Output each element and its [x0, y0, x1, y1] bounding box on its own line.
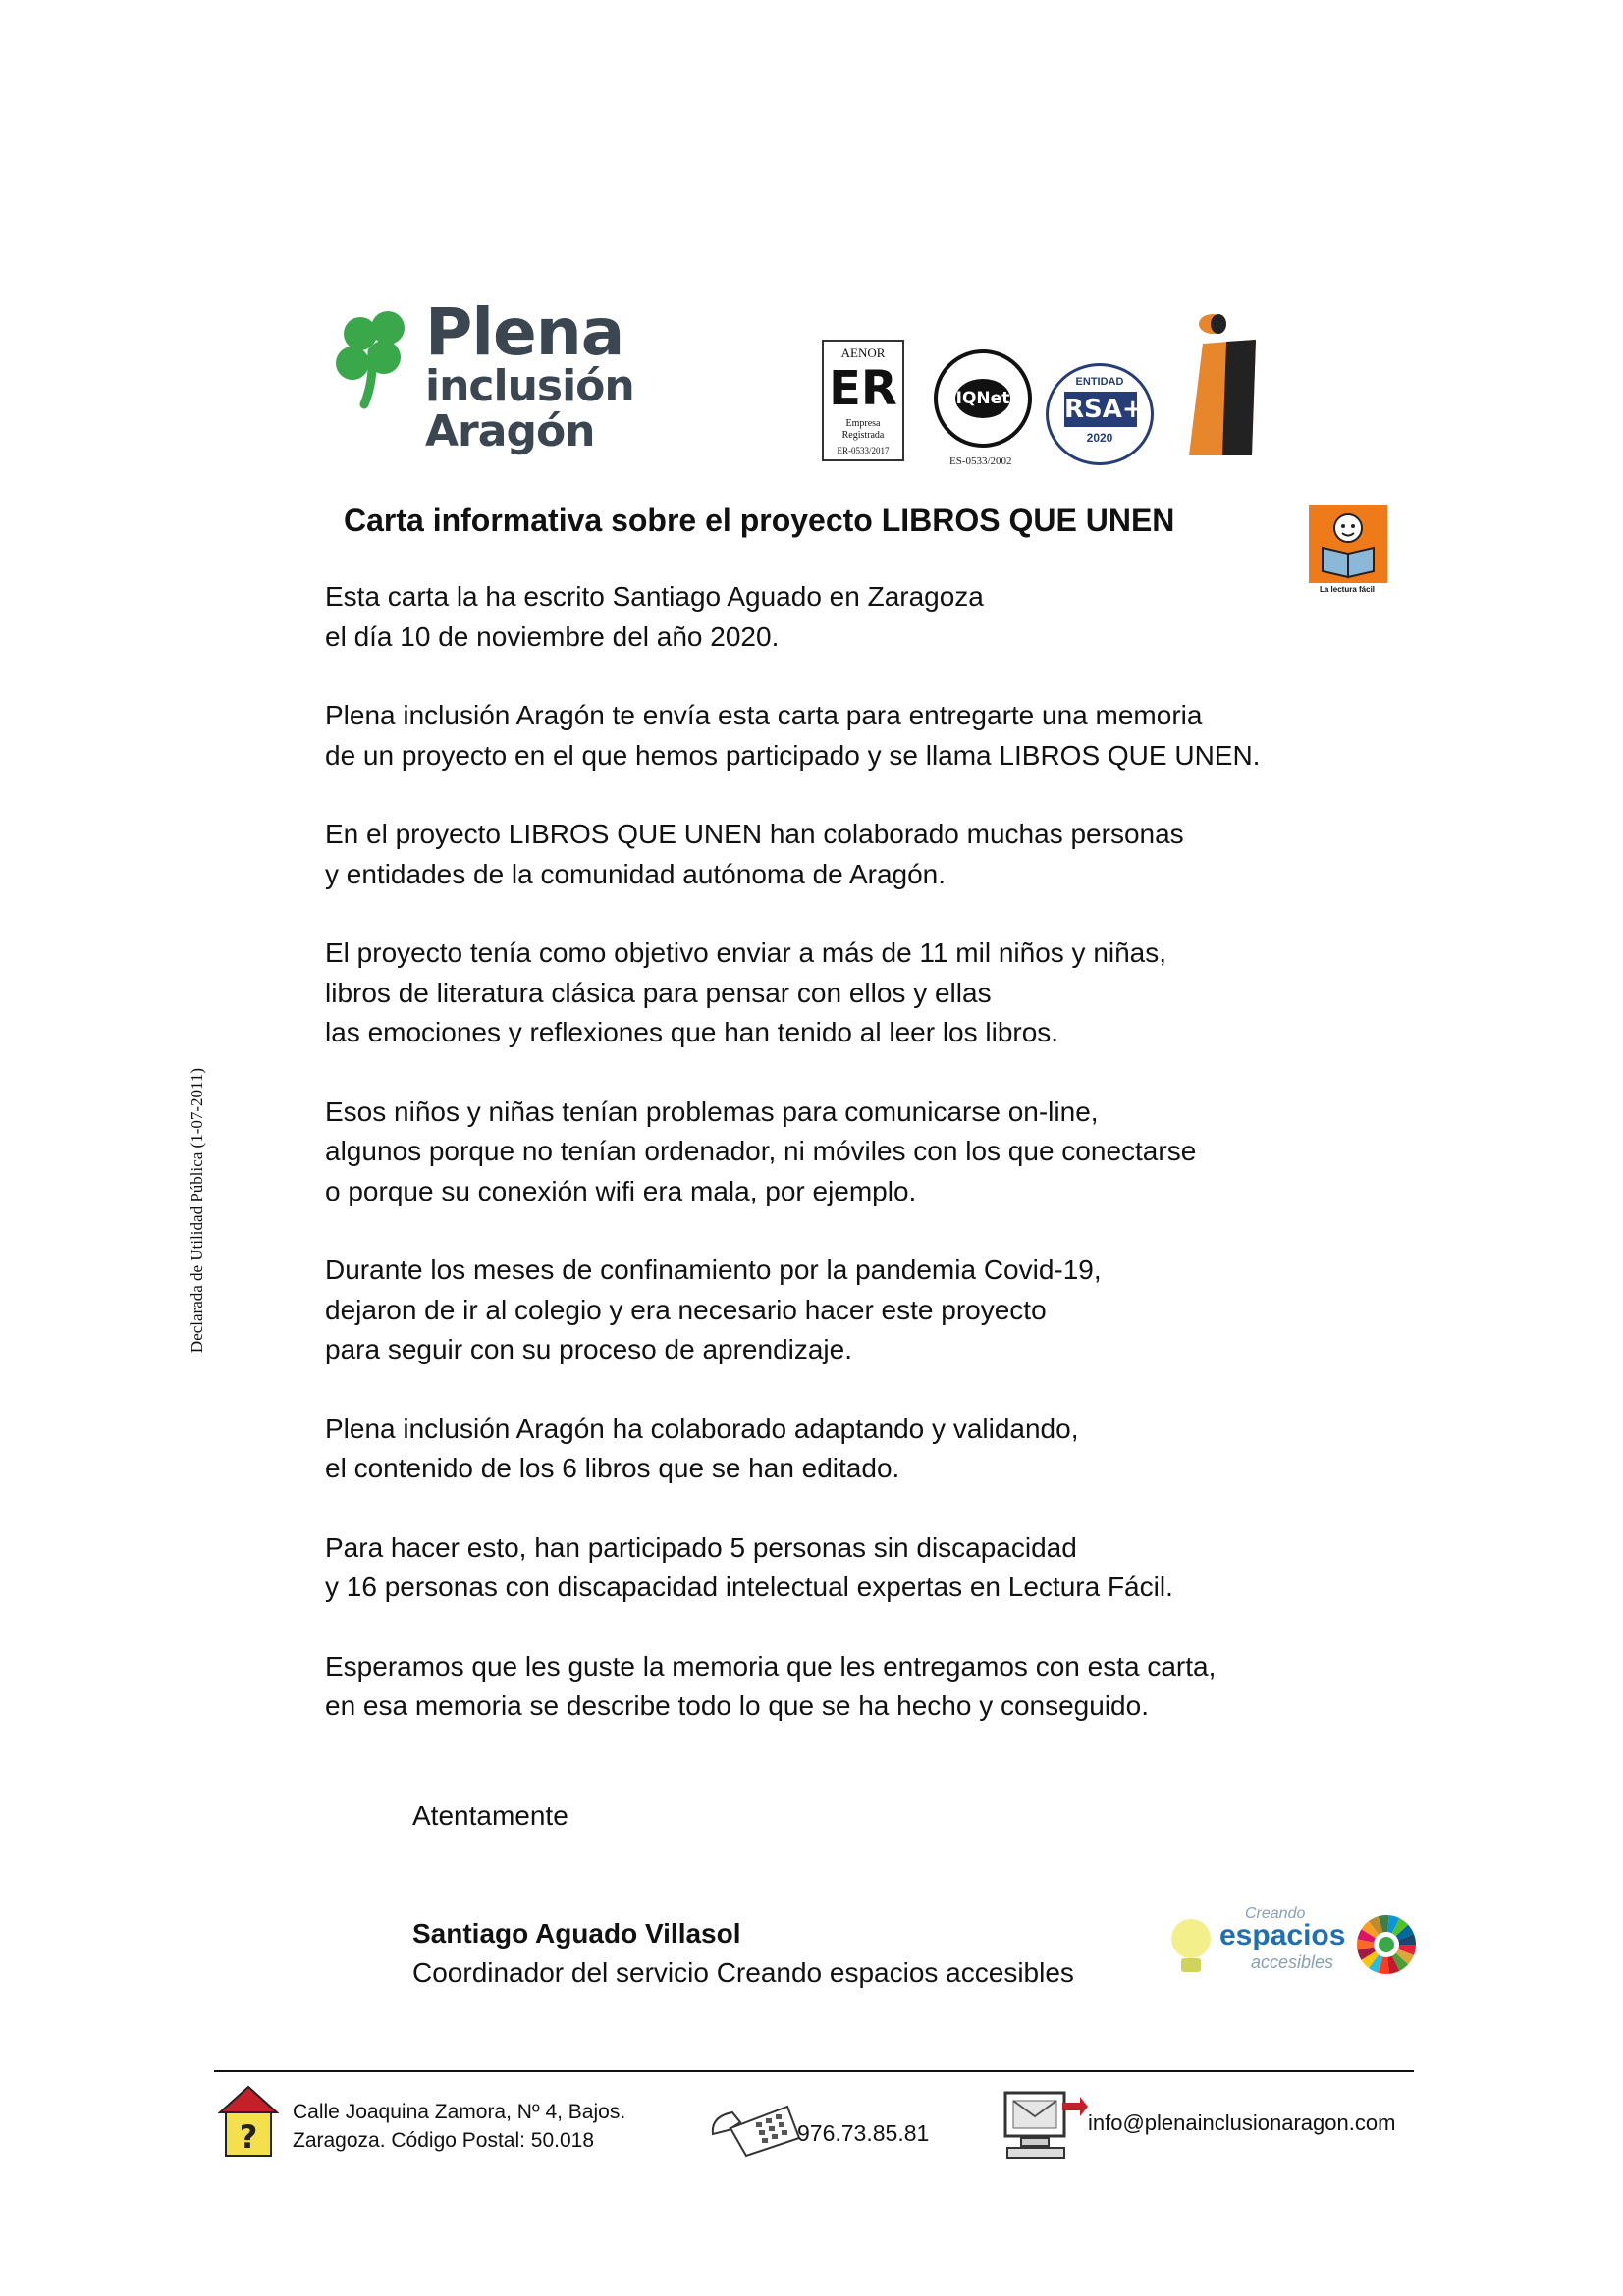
letter-paragraph: [325, 696, 1434, 775]
iqnet-seal: IQNet: [934, 349, 1032, 448]
iqnet-code: ES-0533/2002: [949, 455, 1012, 467]
letter-line: Esta carta la ha escrito Santiago Aguado en Zaragoza: [325, 581, 984, 612]
logo-word-inclusion: inclusión: [425, 361, 634, 411]
reading-person-icon: [1309, 505, 1387, 583]
letter-paragraph: [325, 815, 1434, 894]
letter-line: El proyecto tenía como objetivo enviar a más de 11 mil niños y niñas,: [325, 937, 1167, 968]
rsa-seal: ENTIDAD RSA+ 2020: [1046, 363, 1154, 465]
logo-word-plena: Plena: [425, 294, 624, 370]
clover-icon: [327, 302, 425, 410]
partner-line3: accesibles: [1251, 1952, 1334, 1972]
telephone-icon: [707, 2095, 805, 2158]
plena-inclusion-logo: [327, 294, 634, 469]
letter-line: o porque su conexión wifi era mala, por ejemplo.: [325, 1175, 917, 1206]
letter-paragraph: [325, 1410, 1434, 1489]
letter-title: Carta informativa sobre el proyecto LIBROS QUE UNEN: [344, 503, 1175, 538]
lightbulb-icon: [1166, 1915, 1216, 1978]
letter-body: [325, 577, 1434, 1766]
letter-paragraph: [325, 1093, 1434, 1212]
rsa-top-label: ENTIDAD: [1075, 376, 1124, 388]
svg-text:?: ?: [239, 2118, 258, 2156]
letter-line: dejaron de ir al colegio y era necesario hacer este proyecto: [325, 1294, 1047, 1325]
aenor-code: ER-0533/2017: [837, 446, 890, 455]
signer-name: Santiago Aguado Villasol: [412, 1918, 741, 1949]
footer-divider: [214, 2070, 1414, 2072]
er-mark: ER: [829, 361, 897, 416]
closing-salutation: Atentamente: [412, 1800, 568, 1831]
letter-line: y 16 personas con discapacidad intelectual expertas en Lectura Fácil.: [325, 1572, 1173, 1602]
letter-line: en esa memoria se describe todo lo que se ha hecho y conseguido.: [325, 1690, 1149, 1721]
logo-word-aragon: Aragón: [425, 406, 595, 456]
computer-email-icon: [1001, 2089, 1088, 2162]
letter-paragraph: [325, 1251, 1434, 1370]
easy-read-caption: La lectura fácil: [1319, 585, 1376, 594]
letter-line: Para hacer esto, han participado 5 personas sin discapacidad: [325, 1531, 1077, 1563]
letter-line: Plena inclusión Aragón te envía esta carta para entregarte una memoria: [325, 700, 1203, 730]
address-line1: Calle Joaquina Zamora, Nº 4, Bajos.: [293, 2101, 626, 2123]
letter-line: En el proyecto LIBROS QUE UNEN han colaborado muchas personas: [325, 819, 1184, 849]
aenor-line1: Empresa: [845, 418, 881, 429]
letter-paragraph: [325, 1528, 1434, 1608]
aenor-line2: Registrada: [841, 430, 885, 441]
address-line2: Zaragoza. Código Postal: 50.018: [293, 2129, 595, 2152]
easy-read-logo: [1309, 505, 1387, 583]
letter-line: de un proyecto en el que hemos participado y se llama LIBROS QUE UNEN.: [325, 739, 1261, 771]
aenor-certificate: [822, 340, 904, 461]
public-utility-text: Declarada de Utilidad Pública (1-07-2011): [188, 1067, 206, 1353]
sdg-wheel-icon: [1355, 1913, 1418, 1976]
letter-paragraph: [325, 1647, 1434, 1727]
partner-line1: Creando: [1245, 1905, 1306, 1922]
signer-role: Coordinador del servicio Creando espacios accesibles: [412, 1957, 1074, 1988]
letter-paragraph: [325, 577, 1434, 657]
letter-line: Plena inclusión Aragón ha colaborado adaptando y validando,: [325, 1413, 1079, 1444]
creando-espacios-logo: [1166, 1899, 1422, 1998]
letter-paragraph: [325, 934, 1434, 1053]
rsa-year: 2020: [1086, 431, 1113, 445]
letter-line: para seguir con su proceso de aprendizaje.: [325, 1334, 853, 1364]
footer-email: info@plenainclusionaragon.com: [1088, 2110, 1396, 2135]
letter-line: Esos niños y niñas tenían problemas para comunicarse on-line,: [325, 1095, 1099, 1127]
footer-address: [293, 2098, 625, 2155]
partner-line2: espacios: [1219, 1919, 1346, 1951]
letter-line: las emociones y reflexiones que han tenido al leer los libros.: [325, 1017, 1059, 1047]
house-icon: [218, 2085, 279, 2160]
letter-line: y entidades de la comunidad autónoma de Aragón.: [325, 858, 947, 889]
letter-line: Esperamos que les guste la memoria que les entregamos con esta carta,: [325, 1650, 1217, 1682]
letter-line: Durante los meses de confinamiento por la pandemia Covid-19,: [325, 1255, 1102, 1285]
letter-line: el contenido de los 6 libros que se han editado.: [325, 1453, 900, 1483]
certification-logos: [818, 310, 1270, 472]
footer-phone: 976.73.85.81: [797, 2120, 930, 2146]
aenor-label: AENOR: [840, 346, 886, 360]
public-utility-note: [183, 1036, 212, 1384]
letter-line: algunos porque no tenían ordenador, ni móviles con los que conectarse: [325, 1136, 1197, 1166]
letter-line: libros de literatura clásica para pensar con ellos y ellas: [325, 977, 992, 1008]
letter-line: el día 10 de noviembre del año 2020.: [325, 620, 780, 652]
entity-emblem-icon: [1162, 310, 1260, 457]
